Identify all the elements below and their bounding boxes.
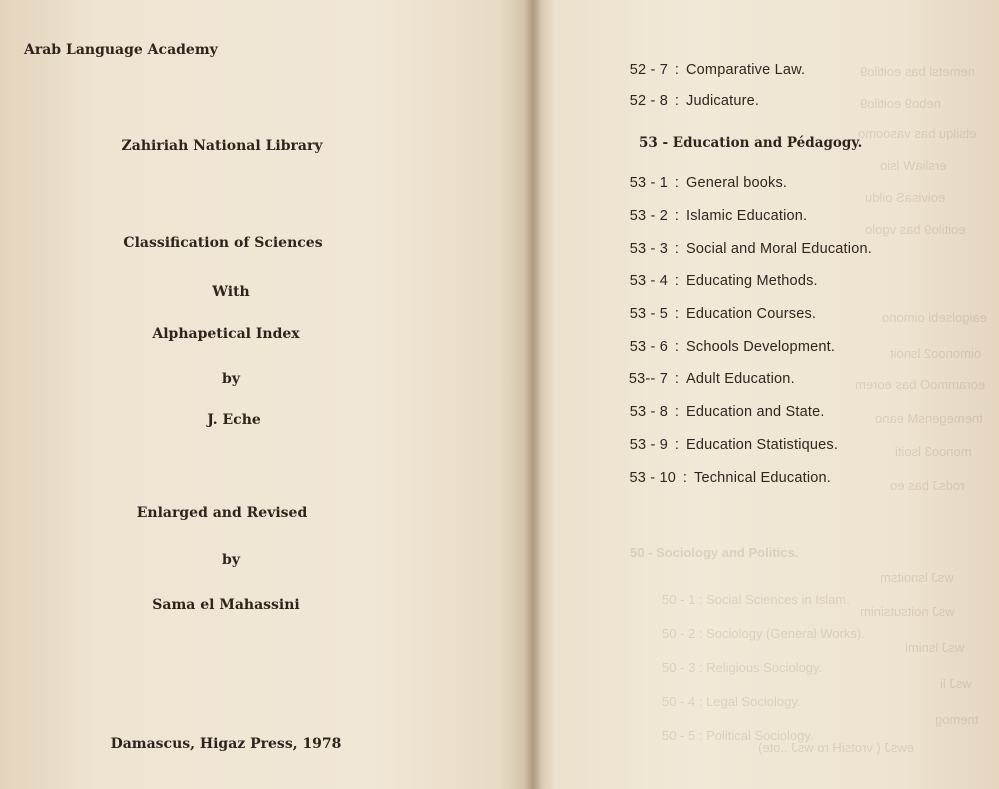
entry-label: Education Statistiques. [686,437,839,453]
entry-label: Schools Development. [686,339,836,355]
entry-label: Education Courses. [686,306,817,322]
entry-code: 53 - 9 [629,437,668,453]
book-gutter [524,0,542,789]
bleed-through-text: etsilqu bas vasoomo [858,126,977,141]
entry-separator: : [674,208,680,224]
entry-label: Judicature. [686,93,760,109]
entry-separator: : [674,404,680,420]
book-title-line-3: Alphapetical Index [152,326,300,342]
bleed-through-text: nemetsl bas eoitilo9 [860,64,975,79]
classification-entry [622,208,807,224]
classification-entry [622,273,818,289]
bleed-through-text: eoitilo9 bas vgolo [865,222,966,237]
classification-entry [622,175,787,191]
classification-entry [622,437,838,453]
entry-code: 52 - 7 [629,62,668,78]
entry-separator: : [674,241,680,257]
entry-code: 53 - 5 [629,306,668,322]
entry-label: Islamic Education. [686,208,808,224]
bleed-through-text: wsJ noitsutsinim [860,604,955,619]
entry-separator: : [674,93,680,109]
entry-separator: : [682,470,688,486]
classification-entry [622,371,795,387]
entry-label: Technical Education. [694,470,831,486]
bleed-through-text: monoo3 lsoiti [895,444,972,459]
bleed-through-text: wsJ lsnoitsm [880,570,954,585]
imprint: Damascus, Higaz Press, 1978 [110,736,342,752]
entry-code: 53 - 1 [629,175,668,191]
bleed-through-text: 50 - 1 : Social Sciences in Islam. [662,592,850,607]
book-title-line-2: With [212,284,250,300]
bleed-through-text: 50 - Sociology and Politics. [630,545,799,560]
classification-entry [622,93,759,109]
classification-entry [622,62,805,78]
bleed-through-text: oimonoo2 lsnoit [890,346,982,361]
entry-label: Comparative Law. [686,62,806,78]
reviser-name: Sama el Mahassini [152,597,300,613]
classification-entry [622,339,835,355]
bleed-through-text: eoivisaS oildu [865,190,946,205]
entry-separator: : [674,339,680,355]
by-label: by [222,371,240,387]
classification-entry [622,241,872,257]
by-label: by [222,552,240,568]
entry-separator: : [674,306,680,322]
bleed-through-text: eorammoO bas eorem [855,377,986,392]
bleed-through-text: 50 - 3 : Religious Sociology. [662,660,823,675]
bleed-through-text: tnemegensM eano [875,411,983,426]
bleed-through-text: 50 - 2 : Sociology (General Works). [662,626,865,641]
entry-label: Social and Moral Education. [686,241,872,257]
entry-separator: : [674,437,680,453]
classification-entry [622,306,816,322]
bleed-through-text: 50 - 4 : Legal Sociology. [662,694,801,709]
bleed-through-text: eaigolsebi oimono [882,310,987,325]
edition-note: Enlarged and Revised [136,505,308,521]
bleed-through-text: wsJ lsnimi [905,640,965,655]
bleed-through-text: rodsJ bas eo [890,478,965,493]
library-name: Zahiriah National Library [121,138,323,154]
entry-code: 53 - 4 [629,273,668,289]
publisher-name: Arab Language Academy [24,42,218,58]
entry-label: Adult Education. [686,371,795,387]
classification-entry [622,404,825,420]
entry-separator: : [674,175,680,191]
entry-code: 53 - 8 [629,404,668,420]
entry-code: 53 - 3 [629,241,668,257]
entry-separator: : [674,371,680,387]
bleed-through-text: tnemog [935,712,979,727]
section-heading: 53 - Education and Pédagogy. [639,135,863,151]
bleed-through-text: ersliaW lsio [880,158,947,173]
bleed-through-text: ewsJ ( vrotsiH ro wsJ ..ote) [758,740,915,755]
entry-separator: : [674,62,680,78]
bleed-through-text: nebo9 eoitilo9 [860,96,941,111]
entry-label: Education and State. [686,404,825,420]
classification-entry [622,470,831,486]
bleed-through-text: 50 - 5 : Political Sociology. [662,728,814,743]
entry-code: 52 - 8 [629,93,668,109]
entry-code: 53-- 7 [628,371,668,387]
bleed-through-text: wsJ li [940,676,972,691]
entry-separator: : [674,273,680,289]
entry-label: General books. [686,175,788,191]
entry-code: 53 - 6 [629,339,668,355]
book-title-line-1: Classification of Sciences [123,235,323,251]
entry-label: Educating Methods. [686,273,818,289]
entry-code: 53 - 2 [629,208,668,224]
entry-code: 53 - 10 [629,470,676,486]
author-name: J. Eche [207,412,261,428]
